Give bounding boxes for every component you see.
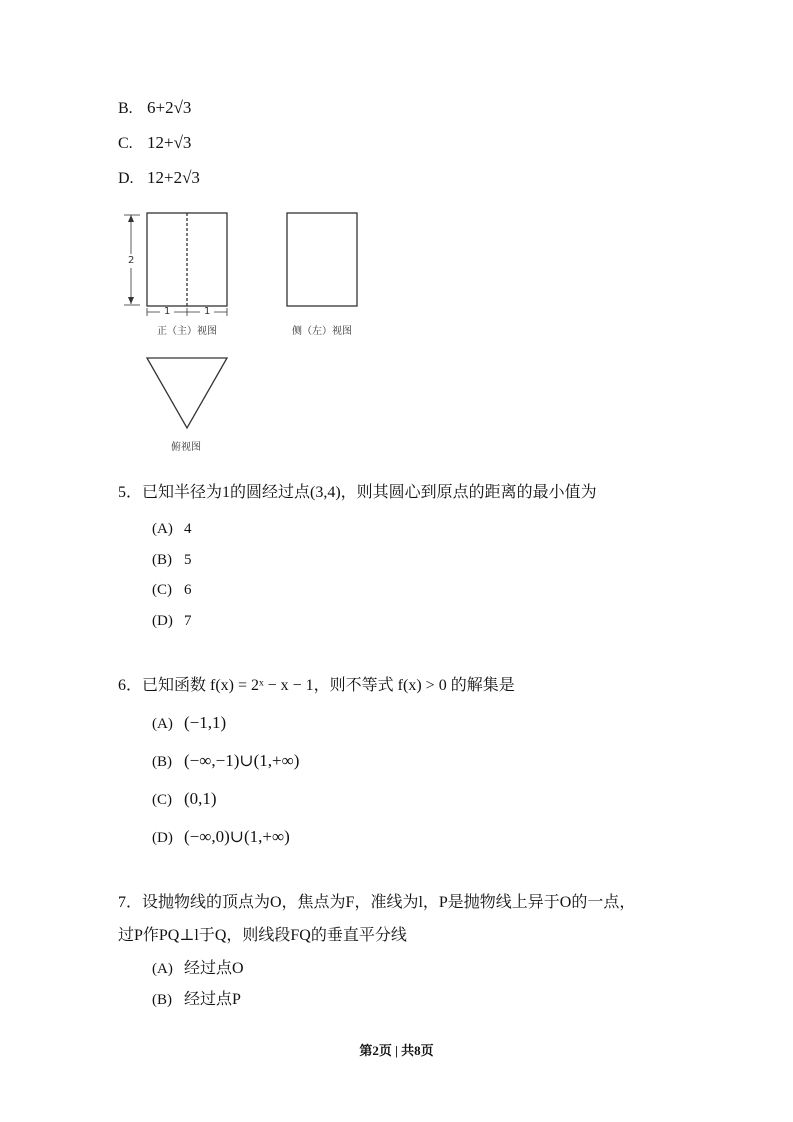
width-label-right: 1 xyxy=(204,306,211,317)
top-view-caption: 俯视图 xyxy=(171,442,201,453)
height-label: 2 xyxy=(128,255,135,266)
option-value: (−∞,0)∪(1,+∞) xyxy=(184,827,290,846)
option-value: 7 xyxy=(184,613,192,629)
option-label: (A) xyxy=(152,961,173,977)
width-label-left: 1 xyxy=(164,306,171,317)
option-label: (B) xyxy=(152,552,172,568)
side-view-caption: 侧（左）视图 xyxy=(292,326,352,337)
option-value: 5 xyxy=(184,552,192,568)
option-value: (−∞,−1)∪(1,+∞) xyxy=(184,751,300,770)
option-label: (A) xyxy=(152,716,173,732)
question-5-stem: 5．已知半径为1的圆经过点(3,4)，则其圆心到原点的距离的最小值为 xyxy=(118,484,597,501)
option-label: (C) xyxy=(152,792,172,808)
option-label: C. xyxy=(118,135,133,152)
option-label: B. xyxy=(118,100,133,117)
page-footer: 第2页 | 共8页 xyxy=(359,1043,434,1058)
side-view-rect xyxy=(287,213,357,306)
option-value: (−1,1) xyxy=(184,713,227,732)
question-6-stem: 6．已知函数 f(x) = 2ˣ − x − 1，则不等式 f(x) > 0 的解集是 xyxy=(118,677,515,694)
front-view-caption: 正（主）视图 xyxy=(157,326,217,337)
top-view-triangle xyxy=(147,358,227,428)
option-label: D. xyxy=(118,170,134,187)
option-value: (0,1) xyxy=(184,789,217,808)
option-label: (D) xyxy=(152,613,173,629)
option-value: 经过点P xyxy=(184,991,241,1008)
option-label: (B) xyxy=(152,754,172,770)
question-7-stem-line2: 过P作PQ⊥l于Q，则线段FQ的垂直平分线 xyxy=(118,927,407,944)
option-value: 12+2√3 xyxy=(147,168,200,187)
option-value: 经过点O xyxy=(184,960,244,977)
option-value: 4 xyxy=(184,521,192,537)
option-value: 6 xyxy=(184,582,192,598)
option-label: (D) xyxy=(152,830,173,846)
option-label: (C) xyxy=(152,582,172,598)
option-value: 6+2√3 xyxy=(147,98,192,117)
option-label: (B) xyxy=(152,992,172,1008)
option-value: 12+√3 xyxy=(147,133,192,152)
question-7-stem-line1: 7．设抛物线的顶点为O，焦点为F，准线为l，P是抛物线上异于O的一点， xyxy=(118,894,636,911)
option-label: (A) xyxy=(152,521,173,537)
